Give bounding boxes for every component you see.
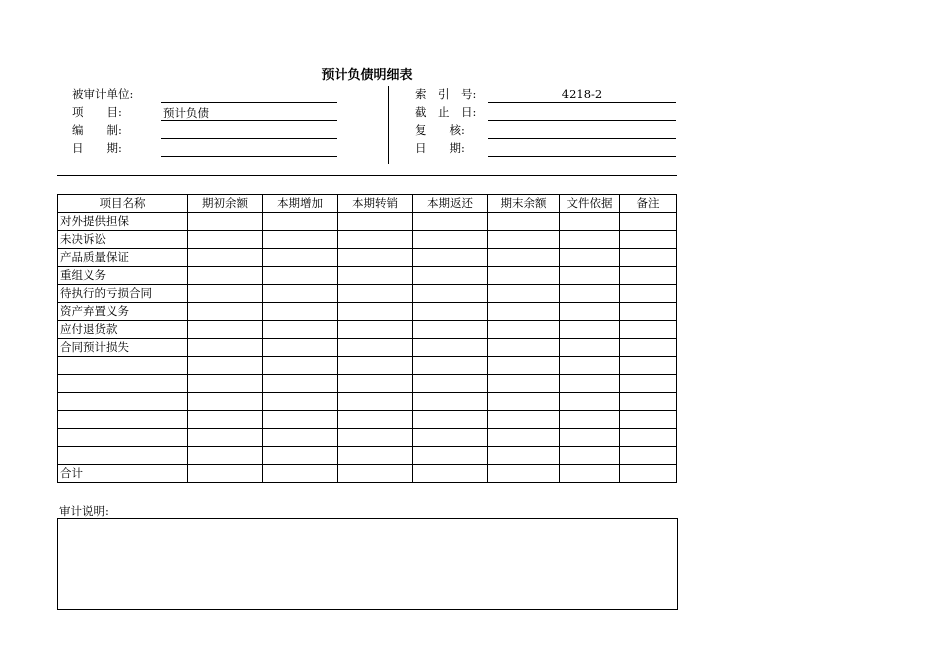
preparer-field[interactable] [161, 123, 337, 139]
table-cell[interactable] [263, 429, 338, 447]
item-value: 预计负债 [163, 106, 209, 120]
table-cell[interactable] [188, 249, 263, 267]
table-cell[interactable] [488, 357, 560, 375]
table-cell[interactable] [188, 339, 263, 357]
cutoff-field[interactable] [488, 105, 676, 121]
table-cell[interactable] [338, 267, 413, 285]
col-header-reversal: 本期返还 [413, 195, 488, 213]
table-cell[interactable] [188, 321, 263, 339]
table-row [58, 447, 677, 465]
table-cell[interactable] [338, 321, 413, 339]
table-cell[interactable] [560, 429, 620, 447]
table-cell[interactable] [413, 411, 488, 429]
table-cell[interactable] [620, 231, 677, 249]
table-cell[interactable] [488, 339, 560, 357]
liability-table [57, 194, 677, 483]
header-divider [388, 86, 389, 164]
audit-notes-box[interactable] [57, 518, 678, 610]
index-field[interactable] [488, 87, 676, 103]
table-cell[interactable] [413, 447, 488, 465]
table-row [58, 465, 677, 483]
table-row [58, 375, 677, 393]
table-cell[interactable] [413, 213, 488, 231]
table-cell[interactable] [338, 339, 413, 357]
table-cell[interactable] [188, 429, 263, 447]
row-label: 产品质量保证 [58, 249, 188, 267]
col-header-closing-balance: 期末余额 [488, 195, 560, 213]
row-label: 重组义务 [58, 267, 188, 285]
table-cell[interactable] [338, 303, 413, 321]
table-cell[interactable] [560, 393, 620, 411]
table-cell[interactable] [620, 267, 677, 285]
row-label [58, 375, 188, 393]
table-cell[interactable] [488, 429, 560, 447]
review-date-field[interactable] [488, 141, 676, 157]
table-cell[interactable] [263, 213, 338, 231]
table-cell[interactable] [620, 465, 677, 483]
reviewer-field[interactable] [488, 123, 676, 139]
table-cell[interactable] [620, 285, 677, 303]
table-row [58, 357, 677, 375]
row-label [58, 357, 188, 375]
table-cell[interactable] [560, 465, 620, 483]
table-cell[interactable] [413, 249, 488, 267]
col-header-remarks: 备注 [620, 195, 677, 213]
table-cell[interactable] [620, 393, 677, 411]
table-cell[interactable] [188, 285, 263, 303]
table-cell[interactable] [413, 321, 488, 339]
table-cell[interactable] [560, 285, 620, 303]
table-cell[interactable] [338, 249, 413, 267]
table-cell[interactable] [338, 465, 413, 483]
row-label [58, 429, 188, 447]
table-cell[interactable] [338, 429, 413, 447]
header-rule [57, 175, 677, 176]
table-row [58, 249, 677, 267]
table-row [58, 267, 677, 285]
row-label [58, 447, 188, 465]
table-cell[interactable] [413, 393, 488, 411]
table-cell[interactable] [488, 231, 560, 249]
table-cell[interactable] [188, 375, 263, 393]
table-cell[interactable] [620, 249, 677, 267]
auditee-label: 被审计单位: [72, 87, 134, 101]
table-cell[interactable] [560, 303, 620, 321]
table-cell[interactable] [620, 447, 677, 465]
table-cell[interactable] [263, 375, 338, 393]
table-row [58, 429, 677, 447]
table-cell[interactable] [413, 303, 488, 321]
row-label: 应付退货款 [58, 321, 188, 339]
table-cell[interactable] [620, 321, 677, 339]
table-cell[interactable] [488, 375, 560, 393]
table-cell[interactable] [338, 231, 413, 249]
prepare-date-field[interactable] [161, 141, 337, 157]
col-header-document-basis: 文件依据 [560, 195, 620, 213]
reviewer-label: 复 核: [415, 123, 465, 137]
table-cell[interactable] [560, 267, 620, 285]
table-cell[interactable] [488, 321, 560, 339]
table-cell[interactable] [488, 465, 560, 483]
table-cell[interactable] [263, 339, 338, 357]
table-cell[interactable] [338, 393, 413, 411]
table-cell[interactable] [488, 303, 560, 321]
table-cell[interactable] [338, 411, 413, 429]
table-cell[interactable] [488, 447, 560, 465]
table-cell[interactable] [488, 411, 560, 429]
cutoff-label: 截 止 日: [415, 105, 477, 119]
table-cell[interactable] [488, 249, 560, 267]
row-label [58, 393, 188, 411]
auditee-field[interactable] [161, 87, 337, 103]
table-cell[interactable] [263, 249, 338, 267]
table-cell[interactable] [188, 303, 263, 321]
table-row [58, 285, 677, 303]
table-cell[interactable] [620, 357, 677, 375]
prepare-date-label: 日 期: [72, 141, 122, 155]
item-label: 项 目: [72, 105, 122, 119]
table-cell[interactable] [413, 357, 488, 375]
table-cell[interactable] [338, 357, 413, 375]
table-cell[interactable] [620, 375, 677, 393]
table-row [58, 393, 677, 411]
page-title: 预计负债明细表 [321, 68, 413, 83]
table-cell[interactable] [413, 231, 488, 249]
table-cell[interactable] [188, 465, 263, 483]
col-header-increase: 本期增加 [263, 195, 338, 213]
table-cell[interactable] [413, 429, 488, 447]
table-cell[interactable] [413, 375, 488, 393]
table-cell[interactable] [263, 393, 338, 411]
table-cell[interactable] [560, 249, 620, 267]
table-cell[interactable] [560, 411, 620, 429]
table-cell[interactable] [188, 357, 263, 375]
table-cell[interactable] [488, 285, 560, 303]
table-cell[interactable] [560, 231, 620, 249]
table-cell[interactable] [263, 321, 338, 339]
table-cell[interactable] [413, 267, 488, 285]
audit-notes-label: 审计说明: [59, 504, 109, 518]
table-cell[interactable] [188, 393, 263, 411]
table-cell[interactable] [263, 285, 338, 303]
table-cell[interactable] [488, 267, 560, 285]
col-header-write-off: 本期转销 [338, 195, 413, 213]
col-header-item-name: 项目名称 [58, 195, 188, 213]
table-cell[interactable] [620, 411, 677, 429]
table-cell[interactable] [188, 447, 263, 465]
table-row [58, 339, 677, 357]
table-cell[interactable] [620, 303, 677, 321]
table-row [58, 231, 677, 249]
row-label: 合计 [58, 465, 188, 483]
table-row [58, 411, 677, 429]
table-row [58, 303, 677, 321]
table-cell[interactable] [338, 213, 413, 231]
table-cell[interactable] [338, 375, 413, 393]
table-cell[interactable] [560, 321, 620, 339]
table-cell[interactable] [620, 339, 677, 357]
table-cell[interactable] [620, 429, 677, 447]
table-row [58, 213, 677, 231]
table-cell[interactable] [488, 393, 560, 411]
row-label [58, 411, 188, 429]
table-cell[interactable] [263, 447, 338, 465]
col-header-opening-balance: 期初余额 [188, 195, 263, 213]
table-cell[interactable] [188, 411, 263, 429]
table-cell[interactable] [338, 447, 413, 465]
table-cell[interactable] [188, 231, 263, 249]
table-header-row [58, 195, 677, 213]
table-row [58, 321, 677, 339]
table-cell[interactable] [413, 465, 488, 483]
table-cell[interactable] [620, 213, 677, 231]
table-cell[interactable] [560, 357, 620, 375]
preparer-label: 编 制: [72, 123, 122, 137]
row-label: 未决诉讼 [58, 231, 188, 249]
table-cell[interactable] [338, 285, 413, 303]
table-cell[interactable] [560, 375, 620, 393]
table-cell[interactable] [263, 231, 338, 249]
table-cell[interactable] [188, 267, 263, 285]
review-date-label: 日 期: [415, 141, 465, 155]
row-label: 合同预计损失 [58, 339, 188, 357]
table-cell[interactable] [263, 357, 338, 375]
table-cell[interactable] [263, 267, 338, 285]
table-cell[interactable] [560, 339, 620, 357]
table-cell[interactable] [263, 465, 338, 483]
table-cell[interactable] [263, 411, 338, 429]
table-cell[interactable] [560, 447, 620, 465]
row-label: 资产弃置义务 [58, 303, 188, 321]
table-cell[interactable] [560, 213, 620, 231]
table-cell[interactable] [413, 285, 488, 303]
table-cell[interactable] [263, 303, 338, 321]
index-value: 4218-2 [561, 87, 603, 101]
row-label: 对外提供担保 [58, 213, 188, 231]
table-cell[interactable] [488, 213, 560, 231]
item-field[interactable] [161, 105, 337, 121]
row-label: 待执行的亏损合同 [58, 285, 188, 303]
index-label: 索 引 号: [415, 87, 477, 101]
table-cell[interactable] [413, 339, 488, 357]
table-cell[interactable] [188, 213, 263, 231]
